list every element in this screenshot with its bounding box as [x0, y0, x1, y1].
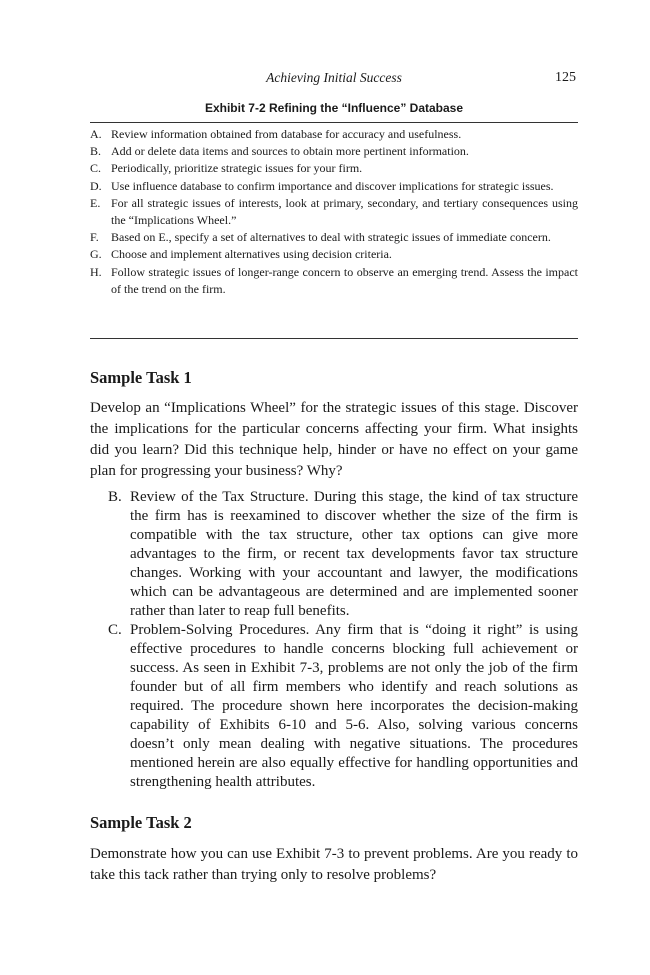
exhibit-item-text: Periodically, prioritize strategic issues for your firm. — [111, 161, 363, 176]
exhibit-list — [90, 126, 578, 298]
exhibit-item-letter: G. — [90, 247, 102, 262]
sample-task-2-heading: Sample Task 2 — [90, 813, 192, 832]
exhibit-item-text: Add or delete data items and sources to obtain more pertinent information. — [111, 144, 469, 159]
exhibit-item-text: Follow strategic issues of longer-range concern to observe an emerging trend. Assess the impact of the trend on the firm. — [111, 264, 578, 296]
exhibit-item-d — [90, 178, 578, 195]
exhibit-top-rule — [90, 122, 578, 123]
exhibit-item-letter: F. — [90, 230, 99, 245]
exhibit-item-g — [90, 246, 578, 263]
running-head — [90, 70, 578, 90]
exhibit-item-text: Use influence database to confirm importance and discover implications for strategic issues. — [111, 178, 554, 193]
exhibit-item-letter: C. — [90, 161, 102, 176]
subsection-text: Problem-Solving Procedures. Any firm that is “doing it right” is using effective procedures to handle concerns blocking full achievement or success. As seen in Exhibit 7-3, problems are not only the job of the firm founder but of all firm members who identify and reach solutions as required. The procedure shown here incorporates the decision-making capability of Exhibits 6-10 and 5-6. Also, solving various concerns doesn’t only mean dealing with negative situations. The procedures mentioned herein are also equally effective for handling opportunities and strengthening health attributes. — [130, 622, 578, 790]
subsection-list — [108, 488, 578, 792]
exhibit-item-text: Based on E., specify a set of alternatives to deal with strategic issues of immediate concern. — [111, 230, 551, 245]
running-title: Achieving Initial Success — [266, 70, 402, 85]
subsection-b — [108, 488, 578, 621]
sample-task-1-text: Develop an “Implications Wheel” for the strategic issues of this stage. Discover the implications for the particular concerns affecting your firm. What insights did you learn? Did this technique help, hinder or have no effect on your game plan for progressing your business? Why? — [90, 400, 578, 479]
exhibit-item-letter: H. — [90, 264, 102, 279]
exhibit-item-letter: B. — [90, 144, 102, 159]
exhibit-item-e — [90, 195, 578, 229]
exhibit-item-h — [90, 264, 578, 298]
sample-task-1-heading: Sample Task 1 — [90, 368, 192, 387]
exhibit-title: Exhibit 7-2 Refining the “Influence” Database — [204, 101, 464, 115]
exhibit-item-letter: D. — [90, 178, 102, 193]
exhibit-item-letter: A. — [90, 127, 102, 141]
subsection-letter: C. — [108, 622, 122, 638]
exhibit-item-c — [90, 160, 578, 177]
exhibit-item-b — [90, 143, 578, 160]
subsection-text: Review of the Tax Structure. During this stage, the kind of tax structure the firm has is reexamined to discover whether the size of the firm is compatible with the tax structure, other tax options can give more advantages to the firm, or recent tax developments favor tax structure changes. Working with your accountant and lawyer, the modifications which can be advantageous are determined and are implemented sooner rather than later to reap full benefits. — [130, 489, 578, 619]
exhibit-item-f — [90, 229, 578, 246]
sample-task-2-text: Demonstrate how you can use Exhibit 7-3 to prevent problems. Are you ready to take this tack rather than trying only to resolve problems? — [90, 846, 578, 883]
exhibit-item-text: Choose and implement alternatives using decision criteria. — [111, 247, 392, 262]
page-number: 125 — [555, 70, 576, 85]
exhibit-bottom-rule — [90, 338, 578, 339]
exhibit-item-letter: E. — [90, 195, 101, 210]
exhibit-item-text: Review information obtained from database for accuracy and usefulness. — [111, 127, 462, 141]
subsection-letter: B. — [108, 489, 122, 505]
exhibit-item-text: For all strategic issues of interests, look at primary, secondary, and tertiary consequences using the “Implications Wheel.” — [111, 195, 578, 228]
subsection-c — [108, 621, 578, 792]
exhibit-item-a — [90, 126, 578, 143]
